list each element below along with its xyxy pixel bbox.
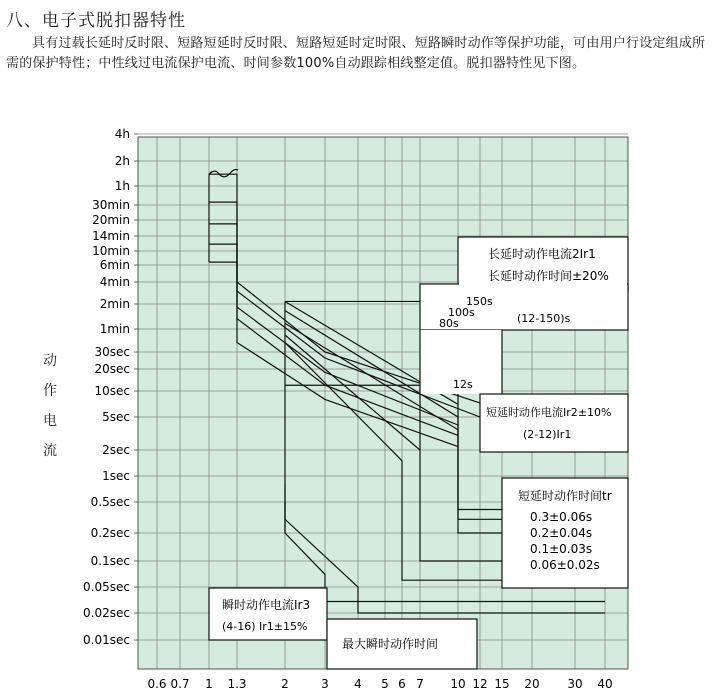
x-tick-label: 30	[567, 677, 583, 691]
y-axis-title-char-4: 流	[43, 443, 57, 459]
y-tick-label: 2min	[99, 297, 130, 311]
x-tick-label: 6	[398, 677, 406, 691]
x-tick-label: 0.6	[147, 677, 167, 691]
x-tick-label: 1.3	[227, 677, 247, 691]
long-time-80s: 80s	[439, 317, 459, 330]
instant-current-range: (4-16) Ir1±15%	[222, 620, 308, 633]
x-tick-label: 12	[472, 677, 488, 691]
x-tick-label: 3	[321, 677, 329, 691]
y-tick-label: 0.1sec	[90, 554, 130, 568]
long-time-150s: 150s	[466, 295, 493, 308]
y-tick-label: 4min	[99, 275, 130, 289]
y-tick-label: 14min	[92, 229, 130, 243]
short-delay-time-title: 短延时动作时间tr	[518, 489, 612, 503]
y-tick-label: 30min	[92, 198, 130, 212]
y-tick-label: 0.05sec	[83, 580, 130, 594]
y-tick-label: 0.2sec	[90, 526, 130, 540]
y-tick-label: 10sec	[94, 384, 130, 398]
y-axis-title-char-1: 动	[43, 353, 57, 369]
y-tick-label: 10min	[92, 244, 130, 258]
y-tick-label: 5sec	[102, 410, 130, 424]
short-delay-range-label: (2-12)Ir1	[523, 428, 572, 441]
x-tick-label: 40	[597, 677, 613, 691]
x-tick-label: 0.7	[170, 677, 190, 691]
y-tick-label: 1h	[114, 179, 130, 193]
y-axis-title-char-2: 作	[43, 383, 57, 399]
x-tick-label: 1	[205, 677, 213, 691]
y-tick-label: 20sec	[94, 362, 130, 376]
short-delay-current-label: 短延时动作电流Ir2±10%	[486, 406, 612, 419]
y-tick-label: 0.5sec	[90, 495, 130, 509]
short-delay-time-v4: 0.06±0.02s	[530, 558, 600, 572]
y-tick-label: 2sec	[102, 443, 130, 457]
x-tick-label: 20	[524, 677, 540, 691]
y-tick-label: 4h	[114, 127, 130, 141]
y-tick-label: 1min	[99, 322, 130, 336]
short-delay-time-v1: 0.3±0.06s	[530, 510, 593, 524]
short-time-12s: 12s	[453, 378, 473, 391]
y-tick-label: 20min	[92, 213, 130, 227]
short-delay-current-box	[480, 394, 628, 452]
instant-current-label: 瞬时动作电流Ir3	[222, 598, 311, 612]
y-tick-label: 1sec	[102, 469, 130, 483]
x-tick-label: 15	[494, 677, 510, 691]
x-tick-label: 10	[450, 677, 466, 691]
long-delay-current-label: 长延时动作电流2Ir1	[488, 247, 596, 261]
short-delay-time-v3: 0.1±0.03s	[530, 542, 593, 556]
y-tick-label: 6min	[99, 258, 130, 272]
description-paragraph: 具有过载长延时反时限、短路短延时反时限、短路短延时定时限、短路瞬时动作等保护功能，可由用户行设定组成所需的保护特性；中性线过电流保护电流、时间参数100%自动跟踪相线整定值。脱扣器特性见下图。	[6, 36, 706, 71]
short-delay-time-v2: 0.2±0.04s	[530, 526, 593, 540]
x-tick-label: 7	[416, 677, 424, 691]
long-time-100s: 100s	[448, 306, 475, 319]
y-axis-title-char-3: 电	[43, 413, 57, 429]
x-tick-label: 5	[381, 677, 389, 691]
section-heading: 八、电子式脱扣器特性	[6, 11, 186, 31]
x-tick-label: 2	[281, 677, 289, 691]
y-tick-label: 0.02sec	[83, 606, 130, 620]
instant-time-label: 最大瞬时动作时间	[342, 637, 439, 651]
y-tick-label: 30sec	[94, 345, 130, 359]
x-tick-label: 4	[354, 677, 362, 691]
long-time-range: (12-150)s	[517, 312, 571, 325]
y-tick-label: 0.01sec	[83, 633, 130, 647]
long-delay-time-label: 长延时动作时间±20%	[488, 269, 609, 283]
y-tick-label: 2h	[114, 154, 130, 168]
